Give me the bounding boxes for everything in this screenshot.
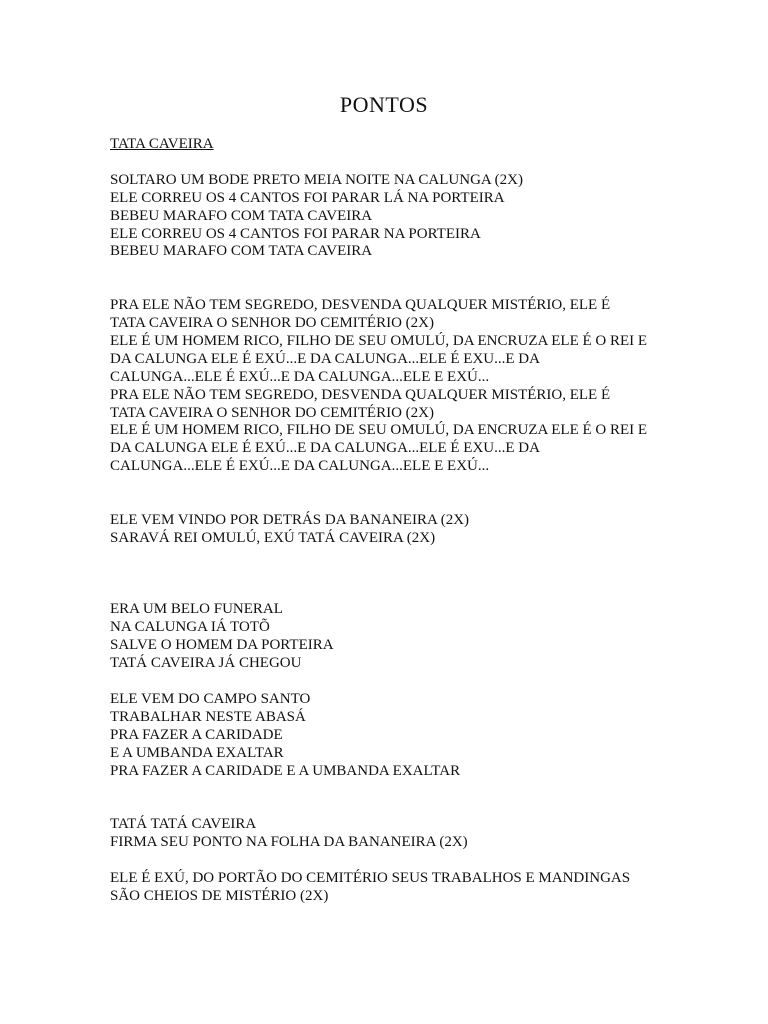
stanza-2 [110, 297, 710, 476]
verse-line: PRA ELE NÃO TEM SEGREDO, DESVENDA QUALQUER MISTÉRIO, ELE É [110, 386, 611, 403]
spacer [110, 261, 710, 297]
verse-line: E A UMBANDA EXALTAR [110, 744, 284, 761]
verse-line: TATA CAVEIRA O SENHOR DO CEMITÉRIO (2X) [110, 315, 434, 332]
stanza-5 [110, 691, 710, 781]
stanza-4 [110, 601, 710, 673]
verse-line: ELE VEM VINDO POR DETRÁS DA BANANEIRA (2X) [110, 511, 470, 528]
spacer [110, 548, 710, 602]
stanza-1 [110, 172, 710, 262]
verse-line: FIRMA SEU PONTO NA FOLHA DA BANANEIRA (2X) [110, 834, 468, 851]
verse-line: PRA FAZER A CARIDADE E A UMBANDA EXALTAR [110, 762, 461, 779]
verse-line: TATÁ TATÁ CAVEIRA [110, 816, 257, 833]
verse-line: CALUNGA...ELE É EXÚ...E DA CALUNGA...ELE E EXÚ... [110, 368, 490, 385]
verse-line: TRABALHAR NESTE ABASÁ [110, 708, 306, 725]
verse-line: ELE É UM HOMEM RICO, FILHO DE SEU OMULÚ, DA ENCRUZA ELE É O REI E [110, 332, 648, 349]
section-subtitle: TATA CAVEIRA [110, 136, 214, 152]
verse-line: ELE É EXÚ, DO PORTÃO DO CEMITÉRIO SEUS TRABALHOS E MANDINGAS [110, 870, 631, 887]
spacer [110, 852, 710, 870]
verse-line: BEBEU MARAFO COM TATA CAVEIRA [110, 243, 373, 260]
stanza-6 [110, 816, 710, 852]
verse-line: NA CALUNGA IÁ TOTÕ [110, 619, 270, 636]
verse-line: TATÁ CAVEIRA JÁ CHEGOU [110, 655, 302, 672]
verse-line: ELE CORREU OS 4 CANTOS FOI PARAR LÁ NA PORTEIRA [110, 189, 505, 206]
verse-line: ELE VEM DO CAMPO SANTO [110, 691, 311, 707]
spacer [110, 781, 710, 817]
verse-line: ELE É UM HOMEM RICO, FILHO DE SEU OMULÚ, DA ENCRUZA ELE É O REI E [110, 422, 648, 439]
verse-line: ERA UM BELO FUNERAL [110, 601, 283, 618]
verse-line: PRA ELE NÃO TEM SEGREDO, DESVENDA QUALQUER MISTÉRIO, ELE É [110, 297, 611, 314]
spacer [110, 154, 710, 172]
verse-line: SARAVÁ REI OMULÚ, EXÚ TATÁ CAVEIRA (2X) [110, 529, 436, 546]
verse-line: ELE CORREU OS 4 CANTOS FOI PARAR NA PORTEIRA [110, 225, 481, 242]
verse-line: PRA FAZER A CARIDADE [110, 726, 283, 743]
document-body [110, 136, 710, 906]
stanza-7 [110, 870, 710, 906]
stanza-3 [110, 512, 710, 548]
verse-line: SOLTARO UM BODE PRETO MEIA NOITE NA CALUNGA (2X) [110, 171, 523, 188]
verse-line: DA CALUNGA ELE É EXÚ...E DA CALUNGA...ELE É EXU...E DA [110, 350, 540, 367]
page-title: PONTOS [339, 92, 429, 117]
spacer [110, 673, 710, 691]
verse-line: TATA CAVEIRA O SENHOR DO CEMITÉRIO (2X) [110, 404, 434, 421]
verse-line: BEBEU MARAFO COM TATA CAVEIRA [110, 207, 373, 224]
verse-line: DA CALUNGA ELE É EXÚ...E DA CALUNGA...ELE É EXU...E DA [110, 440, 540, 457]
verse-line: SÃO CHEIOS DE MISTÉRIO (2X) [110, 887, 329, 904]
verse-line: SALVE O HOMEM DA PORTEIRA [110, 637, 334, 654]
verse-line: CALUNGA...ELE É EXÚ...E DA CALUNGA...ELE E EXÚ... [110, 458, 490, 475]
spacer [110, 476, 710, 512]
